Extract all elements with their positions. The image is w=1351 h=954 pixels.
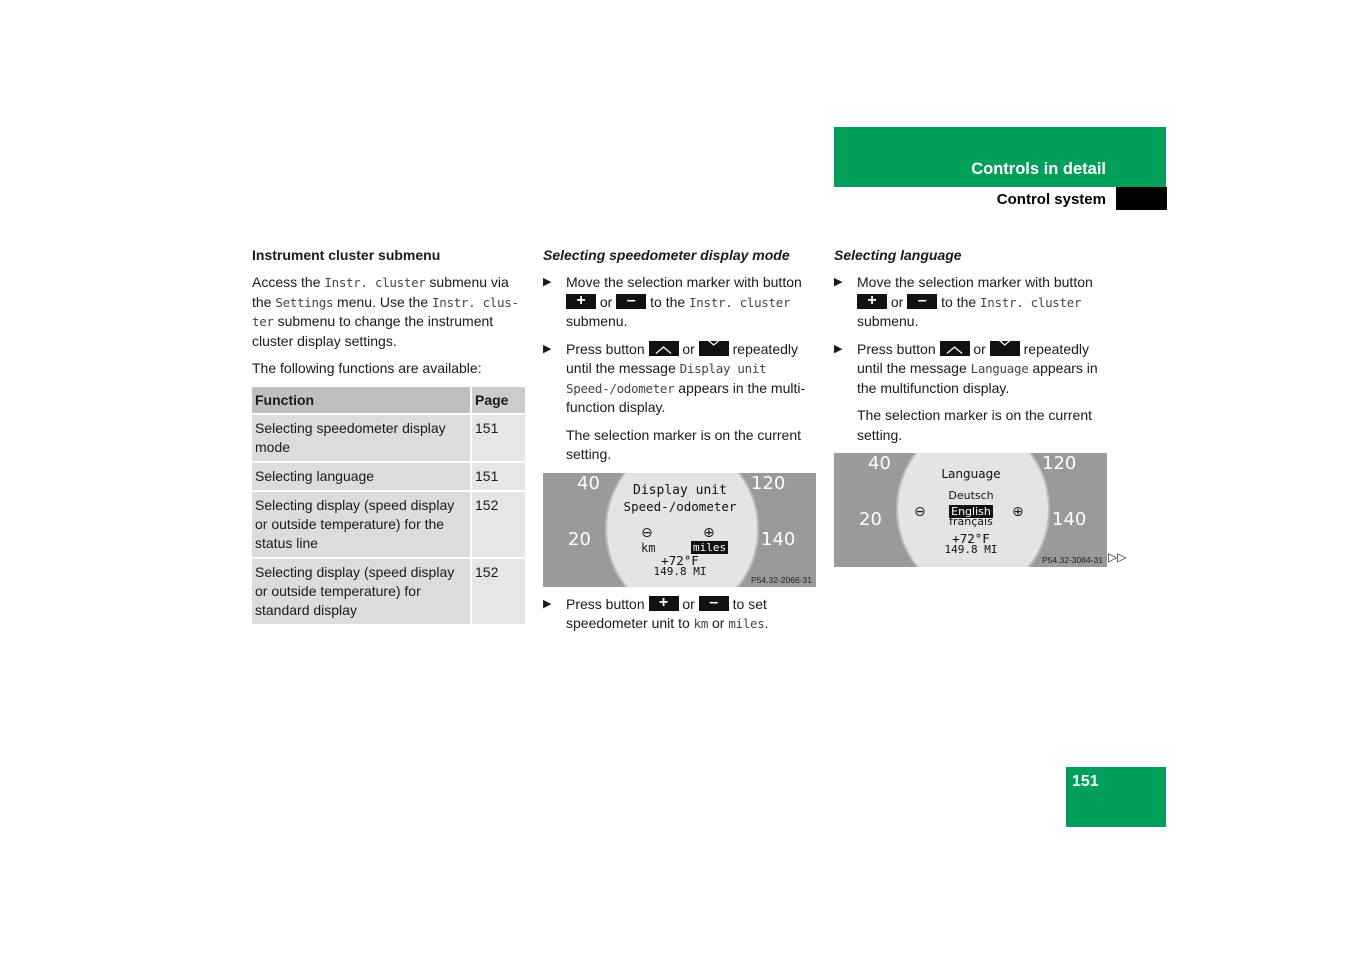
minus-button-icon	[907, 291, 937, 309]
step-arrow-icon: ▶	[834, 342, 843, 355]
step-arrow-icon: ▶	[543, 342, 552, 355]
unit-km: km	[641, 540, 656, 555]
text: submenu to change the instrument cluster display settings.	[252, 313, 494, 349]
display-title: Language	[941, 467, 1001, 481]
display-text: Instr. clus-ter	[252, 294, 519, 329]
text: or	[682, 340, 695, 357]
cell-function: Selecting language	[252, 461, 470, 490]
language-option-selected: English	[951, 505, 991, 518]
unit-miles-selected: miles	[693, 540, 727, 554]
step-arrow-icon: ▶	[543, 276, 552, 288]
text: Press button	[566, 340, 645, 357]
glyph: –	[626, 291, 636, 309]
table-row	[252, 557, 525, 624]
gauge-label: 40	[868, 453, 891, 474]
header-function: Function	[252, 387, 470, 413]
step-1	[543, 273, 818, 332]
text: Press button	[857, 340, 936, 357]
section-title: Controls in detail	[971, 160, 1106, 178]
down-button-icon	[990, 338, 1020, 356]
gauge-label: 120	[751, 472, 786, 494]
plus-button-icon	[857, 291, 887, 309]
display-text: Settings	[275, 294, 334, 310]
gauge-label: 140	[1052, 509, 1087, 530]
text: or	[708, 615, 729, 631]
text: submenu.	[857, 313, 919, 329]
text: to set speedometer unit to	[566, 595, 767, 631]
table-row	[252, 413, 525, 461]
plus-circle-icon: ⊕	[1012, 503, 1024, 519]
glyph: +	[576, 291, 586, 309]
column-instrument-cluster	[252, 246, 526, 624]
column-speedometer-mode	[543, 246, 818, 642]
subtitle-tab	[1116, 187, 1167, 210]
step-2	[834, 340, 1109, 399]
text: or	[973, 340, 986, 357]
section-subtitle: Control system	[996, 191, 1106, 208]
glyph: ﹀	[996, 338, 1013, 356]
display-text: miles	[728, 616, 765, 631]
minus-button-icon	[616, 291, 646, 309]
language-option: français	[949, 515, 993, 528]
text: Move the selection marker with button	[566, 274, 802, 290]
odometer-readout: 149.8 MI	[653, 564, 707, 578]
glyph: –	[709, 593, 719, 611]
cell-page: 151	[470, 413, 525, 461]
functions-intro: The following functions are available:	[252, 360, 482, 376]
gauge-label: 20	[568, 528, 591, 550]
minus-button-icon	[699, 593, 729, 611]
gauge-label: 40	[577, 472, 600, 494]
step-arrow-icon: ▶	[543, 597, 552, 610]
glyph: ﹀	[705, 338, 722, 356]
text: or	[599, 293, 613, 310]
text: Press button	[566, 595, 645, 612]
heading-language: Selecting language	[834, 247, 962, 263]
glyph: +	[658, 593, 669, 611]
step-2	[543, 340, 818, 418]
step-3	[543, 595, 818, 634]
plus-circle-icon: ⊕	[703, 523, 715, 540]
glyph: +	[867, 291, 877, 309]
display-text: Language	[970, 361, 1029, 376]
temperature-readout: +72°F	[952, 531, 990, 546]
text: Access the	[252, 274, 325, 290]
text: repeatedly until the message	[566, 340, 799, 376]
language-option: Deutsch	[948, 489, 994, 502]
cell-function: Selecting speedometer display mode	[252, 413, 470, 461]
display-text: Instr. cluster	[324, 275, 426, 290]
display-line: Display unit	[633, 482, 727, 498]
text: appears in the multi-function display.	[566, 379, 806, 415]
display-text: Instr. cluster	[689, 294, 791, 310]
speedometer-display-figure	[543, 473, 816, 587]
functions-table	[252, 387, 525, 624]
up-button-icon	[649, 338, 679, 356]
heading-instrument-cluster: Instrument cluster submenu	[252, 247, 441, 263]
text: or	[890, 293, 904, 310]
text: appears in the multifunction display.	[857, 360, 1098, 396]
minus-circle-icon: ⊖	[641, 523, 653, 540]
text: Move the selection marker with button	[857, 274, 1093, 290]
cell-page: 152	[470, 490, 525, 557]
text: repeatedly until the message	[857, 340, 1090, 376]
gauge-label: 140	[761, 528, 796, 550]
temperature-readout: +72°F	[661, 552, 699, 568]
text: to the	[650, 293, 686, 310]
cell-function: Selecting display (speed display or outside temperature) for the status line	[252, 490, 470, 557]
display-text: km	[693, 616, 709, 631]
text: to the	[941, 293, 977, 310]
gauge-label: 20	[859, 509, 882, 530]
display-line: Speed-/odometer	[623, 498, 737, 514]
glyph: –	[917, 291, 927, 309]
gauge-label: 120	[1042, 453, 1077, 474]
continued-icon: ▷▷	[1108, 550, 1127, 564]
header-page: Page	[470, 387, 525, 413]
table-header	[252, 387, 525, 413]
text: or	[682, 595, 695, 612]
odometer-readout: 149.8 MI	[944, 543, 998, 556]
glyph: ︿	[946, 338, 963, 356]
text: menu. Use the	[333, 293, 432, 310]
figure-code: P54.32-2066-31	[751, 574, 812, 585]
text: .	[764, 615, 769, 631]
step-1	[834, 273, 1109, 332]
plus-button-icon	[649, 593, 679, 611]
selection-note: The selection marker is on the current setting.	[857, 407, 1092, 443]
text: submenu.	[566, 313, 628, 329]
intro-paragraph	[252, 273, 526, 351]
plus-button-icon	[566, 291, 596, 309]
table-row	[252, 461, 525, 490]
display-text: Instr. cluster	[980, 294, 1082, 310]
heading-speedometer-mode: Selecting speedometer display mode	[543, 247, 790, 263]
minus-circle-icon: ⊖	[914, 503, 926, 519]
column-language	[834, 246, 1109, 575]
display-text: Display unit Speed-/odometer	[566, 361, 767, 396]
page-number: 151	[1072, 773, 1099, 790]
up-button-icon	[940, 338, 970, 356]
figure-code: P54.32-3084-31	[1042, 555, 1103, 565]
down-button-icon	[699, 338, 729, 356]
cell-page: 152	[470, 557, 525, 624]
table-row	[252, 490, 525, 557]
text: submenu via the	[252, 274, 509, 310]
selection-note: The selection marker is on the current setting.	[566, 426, 801, 462]
cell-function: Selecting display (speed display or outside temperature) for standard display	[252, 557, 470, 624]
language-display-figure	[834, 453, 1107, 567]
step-arrow-icon: ▶	[834, 276, 843, 288]
cell-page: 151	[470, 461, 525, 490]
glyph: ︿	[655, 338, 672, 356]
